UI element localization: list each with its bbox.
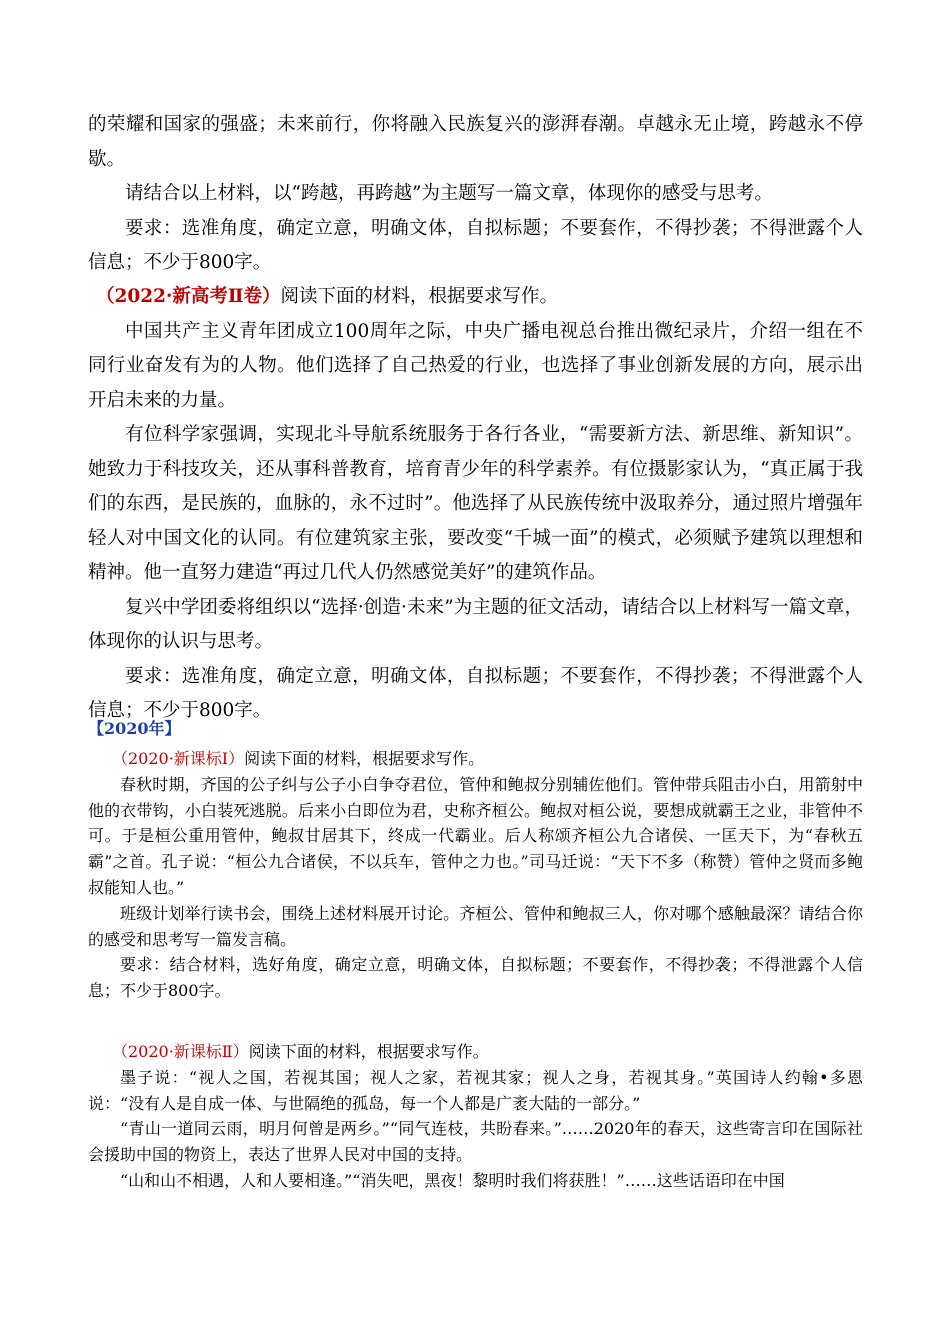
question-header xyxy=(88,1039,863,1065)
question-source: （2022·新高考Ⅱ卷） xyxy=(96,286,281,307)
material-paragraph: 春秋时期，齐国的公子纠与公子小白争夺君位，管仲和鲍叔分别辅佐他们。管仲带兵阻击小白，用箭射中他的衣带钩，小白装死逃脱。后来小白即位为君，史称齐桓公。鲍叔对桓公说，要想成就霸王之业，非管仲不可。于是桓公重用管仲，鲍叔甘居其下，终成一代霸业。后人称颂齐桓公九合诸侯、一匡天下，为“春秋五霸”之首。孔子说：“桓公九合诸侯，不以兵车，管仲之力也。”司马迁说：“天下不多（称赞）管仲之贤而多鲍叔能知人也。” xyxy=(88,774,863,897)
material-paragraph: 的荣耀和国家的强盛；未来前行，你将融入民族复兴的澎湃春潮。卓越永无止境，跨越永不停歇。 xyxy=(88,114,863,170)
prompt-paragraph: 复兴中学团委将组织以“选择·创造·未来”为主题的征文活动，请结合以上材料写一篇文章，体现你的认识与思考。 xyxy=(88,596,863,652)
material-paragraph: “青山一道同云雨，明月何曾是两乡。”“同气连枝，共盼春来。”……2020年的春天，这些寄言印在国际社会援助中国的物资上，表达了世界人民对中国的支持。 xyxy=(88,1119,863,1165)
question-instruction: 阅读下面的材料，根据要求写作。 xyxy=(244,749,485,768)
material-paragraph: “山和山不相遇，人和人要相逢。”“消失吧，黑夜！黎明时我们将获胜！”……这些话语印在中国 xyxy=(120,1170,785,1190)
prev-question-continuation xyxy=(88,108,863,281)
question-header xyxy=(88,746,863,772)
question-2020-ii xyxy=(88,1039,863,1194)
material-paragraph: 中国共产主义青年团成立100周年之际，中央广播电视总台推出微纪录片，介绍一组在不同行业奋发有为的人物。他们选择了自己热爱的行业，也选择了事业创新发展的方向，展示出开启未来的力量。 xyxy=(88,320,863,411)
question-source: （2020·新课标Ⅰ） xyxy=(112,749,245,768)
material-paragraph: 墨子说：“视人之国，若视其国；视人之家，若视其家；视人之身，若视其身。”英国诗人约翰•多恩说：“没有人是自成一体、与世隔绝的孤岛，每一个人都是广袤大陆的一部分。” xyxy=(88,1067,863,1113)
material-paragraph: 有位科学家强调，实现北斗导航系统服务于各行各业，“需要新方法、新思维、新知识”。她致力于科技攻关，还从事科普教育，培育青少年的科学素养。有位摄影家认为，“真正属于我们的东西，是民族的，血脉的，永不过时”。他选择了从民族传统中汲取养分，通过照片增强年轻人对中国文化的认同。有位建筑家主张，要改变“千城一面”的模式，必须赋予建筑以理想和精神。他一直努力建造“再过几代人仍然感觉美好”的建筑作品。 xyxy=(88,424,863,583)
year-heading: 【2020年】 xyxy=(88,719,181,738)
question-source: （2020·新课标Ⅱ） xyxy=(112,1042,249,1061)
question-instruction: 阅读下面的材料，根据要求写作。 xyxy=(280,286,559,307)
requirements-paragraph: 要求：选准角度，确定立意，明确文体，自拟标题；不要套作，不得抄袭；不得泄露个人信息；不少于800字。 xyxy=(88,665,863,721)
prompt-paragraph: 请结合以上材料，以“跨越，再跨越”为主题写一篇文章，体现你的感受与思考。 xyxy=(125,183,773,204)
question-2020-i xyxy=(88,746,863,1004)
requirements-paragraph: 要求：结合材料，选好角度，确定立意，明确文体，自拟标题；不要套作，不得抄袭；不得泄露个人信息；不少于800字。 xyxy=(88,955,863,1001)
requirements-paragraph: 要求：选准角度，确定立意，明确文体，自拟标题；不要套作，不得抄袭；不得泄露个人信息；不少于800字。 xyxy=(88,217,863,273)
question-instruction: 阅读下面的材料，根据要求写作。 xyxy=(248,1042,489,1061)
question-header xyxy=(88,280,863,315)
year-section xyxy=(88,716,863,739)
prompt-paragraph: 班级计划举行读书会，围绕上述材料展开讨论。齐桓公、管仲和鲍叔三人，你对哪个感触最深？请结合你的感受和思考写一篇发言稿。 xyxy=(88,903,863,949)
question-2022-ii xyxy=(88,280,863,729)
